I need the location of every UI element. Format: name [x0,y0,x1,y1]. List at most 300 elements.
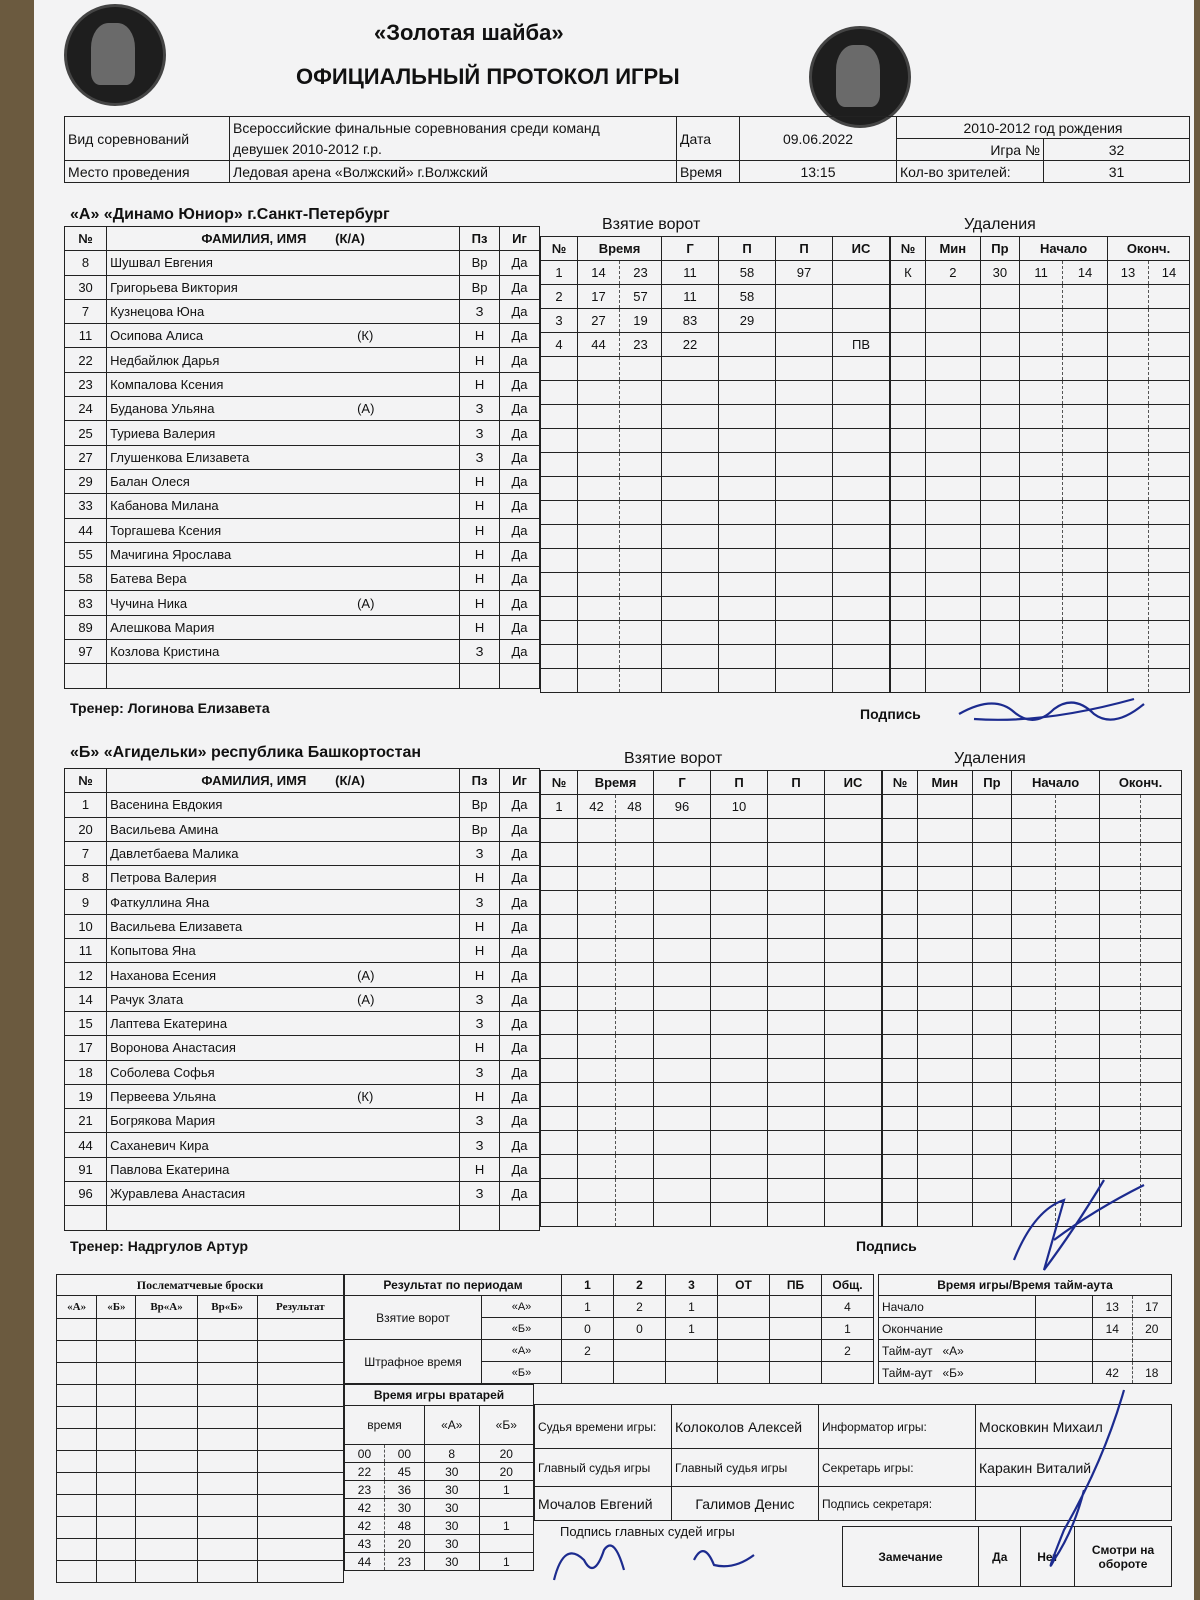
penalty-start-sec [1056,795,1100,819]
goal-assist-2 [768,1179,825,1203]
goal-assist-2 [776,357,833,381]
period-col: 1 [562,1275,614,1296]
player-position: Н [460,372,500,396]
goalie-time-min: 42 [345,1499,385,1517]
goal-assist-2 [768,1011,825,1035]
penalty-start-min [1012,1011,1056,1035]
penalty-minutes [917,1203,972,1227]
player-number: 20 [65,817,107,841]
goalie-row [345,1463,534,1481]
player-name-cell [107,890,460,914]
informer-label: Информатор игры: [819,1405,976,1449]
team-b-signature-label: Подпись [856,1238,917,1254]
goal-scorer [662,549,719,573]
goal-second [616,819,654,843]
game-time-sec: 17 [1132,1296,1172,1318]
player-played: Да [500,987,540,1011]
goal-number [541,1035,578,1059]
penalty-start-min [1012,1035,1056,1059]
player-name-cell [107,1036,460,1060]
penalty-row [883,1059,1182,1083]
player-played: Да [500,841,540,865]
date-label: Дата [677,117,740,161]
team-a-penalties-table [890,236,1190,693]
goal-scorer [654,1155,711,1179]
goal-second [620,549,662,573]
goalies-title: Время игры вратарей [345,1385,534,1406]
shootout-col: Вр«Б» [197,1296,257,1319]
spectators-value: 31 [1044,161,1190,183]
player-row [65,841,540,865]
goal-scorer [654,1107,711,1131]
period-col: 2 [614,1275,666,1296]
goal-row [541,891,882,915]
player-name-cell [107,591,460,615]
penalty-number [891,381,926,405]
penalty-start-sec [1063,309,1108,333]
goalie-time-table [344,1384,534,1571]
goalie-time-min: 42 [345,1517,385,1535]
penalty-row [883,963,1182,987]
goalie-a: 8 [424,1445,479,1463]
period-value [718,1318,770,1340]
penalty-minutes [925,501,980,525]
goalie-time-sec: 00 [384,1445,424,1463]
penalty-number [883,915,918,939]
player-row [65,1011,540,1035]
penalty-row [883,987,1182,1011]
penalty-number [883,1035,918,1059]
goal-second [616,915,654,939]
penalty-end-sec [1149,477,1190,501]
player-name: Васильева Амина [110,821,219,837]
penalty-row [883,1083,1182,1107]
goal-assist-1 [719,357,776,381]
goal-row [541,645,890,669]
player-row [65,567,540,591]
goal-assist-1 [711,1035,768,1059]
player-number: 15 [65,1011,107,1035]
penalty-start-min [1020,549,1063,573]
goal-assist-2 [768,867,825,891]
player-position: Вр [460,251,500,275]
goal-number [541,621,578,645]
competition-label: Вид соревнований [65,117,230,161]
game-time-label: Тайм-аут «А» [879,1340,1036,1362]
player-number: 44 [65,1133,107,1157]
penalty-start-sec [1056,891,1100,915]
player-played: Да [500,567,540,591]
player-played: Да [500,939,540,963]
goal-assist-1 [719,669,776,693]
player-position: Н [460,1157,500,1181]
penalty-player [972,1011,1011,1035]
goal-scorer [654,915,711,939]
penalty-minutes [917,819,972,843]
goal-assist-1 [719,549,776,573]
penalty-row [883,1035,1182,1059]
team-a-col-no: № [65,227,107,251]
penalty-row [891,405,1190,429]
goalie-b: 20 [479,1445,533,1463]
player-played: Да [500,421,540,445]
goalie-row [345,1445,534,1463]
penalty-start-min [1020,501,1063,525]
goal-assist-1 [711,1107,768,1131]
team-b-coach: Тренер: Надргулов Артур [70,1238,249,1254]
goal-second [620,429,662,453]
player-position: Н [460,324,500,348]
goal-situation [833,357,890,381]
penalty-start-sec [1063,621,1108,645]
goal-assist-2 [776,309,833,333]
player-position: Н [460,1084,500,1108]
goal-second: 57 [620,285,662,309]
team-a-goals-col-no: № [541,237,578,261]
goal-assist-1 [719,453,776,477]
period-col: 3 [666,1275,718,1296]
player-played: Да [500,251,540,275]
penalty-start-sec [1063,597,1108,621]
player-row [65,372,540,396]
player-played: Да [500,518,540,542]
game-time-spacer [1036,1340,1093,1362]
shootout-cell [257,1319,343,1341]
goal-assist-1 [711,867,768,891]
penalty-row [883,1131,1182,1155]
penalty-start-min [1020,621,1063,645]
time-label: Время [677,161,740,183]
team-a-goals-col-is: ИС [833,237,890,261]
goal-number [541,1011,578,1035]
period-value [718,1340,770,1362]
periods-title: Результат по периодам [345,1275,562,1296]
goal-minute [578,453,620,477]
goal-assist-2 [768,1059,825,1083]
shootout-cell [97,1495,136,1517]
time-value: 13:15 [740,161,897,183]
penalty-end-min [1100,1011,1141,1035]
date-value: 09.06.2022 [740,117,897,161]
goal-assist-2 [776,645,833,669]
shootout-cell [257,1429,343,1451]
penalty-end-min [1100,843,1141,867]
period-value [770,1296,822,1318]
player-name: Алешкова Мария [110,619,215,635]
goal-assist-2 [776,477,833,501]
informer-name: Московкин Михаил [976,1405,1172,1449]
goal-minute [578,357,620,381]
team-a-goals-col-p2: П [776,237,833,261]
goal-number [541,645,578,669]
penalty-end-sec [1141,987,1182,1011]
goal-second [620,381,662,405]
player-number: 9 [65,890,107,914]
player-number: 83 [65,591,107,615]
goal-second [616,843,654,867]
goal-scorer [662,645,719,669]
penalty-start-min [1012,795,1056,819]
goal-scorer: 11 [662,261,719,285]
penalty-start-min [1020,405,1063,429]
penalty-end-min [1108,405,1149,429]
goal-assist-1 [711,1083,768,1107]
team-b-goals-col-g: Г [654,771,711,795]
player-row [65,1157,540,1181]
penalty-number [891,621,926,645]
player-name-cell [107,1084,460,1108]
goal-scorer [654,939,711,963]
goal-scorer: 22 [662,333,719,357]
goal-number [541,525,578,549]
goalie-b: 1 [479,1481,533,1499]
goalie-time-min: 22 [345,1463,385,1481]
penalty-start-min: 11 [1020,261,1063,285]
secretary-signature-label: Подпись секретаря: [819,1487,976,1521]
penalty-player [980,549,1019,573]
head-ref-2-name: Галимов Денис [672,1487,819,1521]
goal-number [541,1107,578,1131]
player-position: З [460,1109,500,1133]
player-role: (К) [357,1089,374,1104]
goal-scorer [654,1203,711,1227]
document-subtitle: ОФИЦИАЛЬНЫЙ ПРОТОКОЛ ИГРЫ [296,64,680,89]
goalie-row [345,1553,534,1571]
penalty-start-sec [1063,405,1108,429]
penalty-end-sec [1149,429,1190,453]
shootout-cell [197,1517,257,1539]
player-number: 97 [65,640,107,664]
goal-assist-1: 10 [711,795,768,819]
penalty-row [891,261,1190,285]
goal-scorer [662,669,719,693]
penalty-player [980,501,1019,525]
player-number: 14 [65,987,107,1011]
player-position: Н [460,866,500,890]
penalty-row [891,549,1190,573]
shootout-cell [57,1429,97,1451]
player-played: Да [500,1109,540,1133]
player-number: 29 [65,469,107,493]
goalie-time-min: 44 [345,1553,385,1571]
goal-scorer [662,525,719,549]
player-position: Н [460,518,500,542]
shootout-cell [197,1319,257,1341]
shootout-cell [57,1495,97,1517]
team-a-goals-col-g: Г [662,237,719,261]
penalty-row [891,357,1190,381]
goal-number [541,501,578,525]
goal-scorer [662,621,719,645]
goal-situation [825,843,882,867]
penalty-end-sec [1141,1131,1182,1155]
penalty-number [891,333,926,357]
player-number: 55 [65,542,107,566]
goal-number [541,1179,578,1203]
goal-second [620,645,662,669]
shootout-cell [257,1341,343,1363]
penalty-end-sec [1149,621,1190,645]
shootout-cell [197,1451,257,1473]
penalty-end-min [1108,477,1149,501]
goal-second [620,357,662,381]
shootout-col: «Б» [97,1296,136,1319]
goal-minute [578,429,620,453]
player-position: З [460,397,500,421]
penalty-start-sec [1056,987,1100,1011]
player-number: 8 [65,251,107,275]
penalty-player [980,525,1019,549]
player-position: Н [460,591,500,615]
penalty-end-sec [1141,1011,1182,1035]
player-role: (А) [357,401,375,417]
player-row [65,914,540,938]
penalty-start-sec [1056,1011,1100,1035]
player-position: З [460,1011,500,1035]
player-number: 96 [65,1182,107,1206]
goal-assist-2 [768,1083,825,1107]
player-row [65,275,540,299]
goal-number [541,1083,578,1107]
penalty-minutes [917,1035,972,1059]
goal-situation [833,501,890,525]
penalty-number [891,525,926,549]
shootout-table [56,1274,344,1583]
goal-minute [578,381,620,405]
penalty-minutes [925,549,980,573]
player-name: Петрова Валерия [110,870,217,886]
player-number: 19 [65,1084,107,1108]
penalty-player [972,819,1011,843]
penalty-number [883,1059,918,1083]
team-a-goals-col-time: Время [578,237,662,261]
player-row [65,251,540,275]
penalty-row [891,573,1190,597]
penalty-start-min [1020,597,1063,621]
game-time-spacer [1036,1318,1093,1340]
period-col: ОТ [718,1275,770,1296]
competition-value: Всероссийские финальные соревнования среди команд [230,117,677,139]
penalty-row [883,867,1182,891]
goal-scorer: 83 [662,309,719,333]
goal-minute: 27 [578,309,620,333]
goal-number [541,405,578,429]
penalty-minutes [917,1059,972,1083]
shootout-cell [197,1495,257,1517]
goal-minute: 44 [578,333,620,357]
goal-second [616,1035,654,1059]
period-value [562,1362,614,1384]
goals-row-a [345,1296,874,1318]
player-role: (А) [357,967,375,983]
penalty-end-sec [1149,597,1190,621]
goalie-row [345,1481,534,1499]
penalty-minutes [925,285,980,309]
team-b-goals-col-is: ИС [825,771,882,795]
goal-minute [578,549,620,573]
remark-yes: Да [979,1527,1021,1587]
shootout-cell [257,1495,343,1517]
penalty-number: К [891,261,926,285]
goalie-b: 1 [479,1517,533,1535]
goal-minute [578,1035,616,1059]
goal-minute [578,1059,616,1083]
player-row [65,664,540,688]
goalie-time-min: 43 [345,1535,385,1553]
penalty-player [980,357,1019,381]
player-name-cell [107,275,460,299]
goal-minute [578,963,616,987]
goal-assist-2: 97 [776,261,833,285]
goalie-time-min: 00 [345,1445,385,1463]
shootout-cell [57,1561,97,1583]
goal-number: 2 [541,285,578,309]
penalty-end-min [1108,381,1149,405]
player-name: Фаткуллина Яна [110,894,210,910]
team-b-col-no: № [65,769,107,793]
team-a-pen-col-end: Оконч. [1108,237,1190,261]
goalie-b: 1 [479,1553,533,1571]
goal-number [541,669,578,693]
shootout-row [57,1495,344,1517]
goal-number [541,891,578,915]
player-name: Козлова Кристина [110,644,220,660]
game-time-spacer [1036,1296,1093,1318]
period-value: 1 [666,1318,718,1340]
penalty-row [883,843,1182,867]
penalty-start-sec [1063,381,1108,405]
goal-minute [578,843,616,867]
penalty-number [883,795,918,819]
league-seal-right-icon [809,26,911,128]
penalty-minutes [917,1011,972,1035]
penalty-minutes [917,915,972,939]
penalty-end-sec [1149,405,1190,429]
penalty-end-min [1100,867,1141,891]
player-number: 30 [65,275,107,299]
player-name-cell [107,1206,460,1230]
goalie-time-sec: 36 [384,1481,424,1499]
goal-row [541,429,890,453]
goal-row [541,1059,882,1083]
shootout-cell [136,1451,197,1473]
player-row [65,591,540,615]
goal-minute [578,525,620,549]
penalty-player [972,939,1011,963]
goal-minute: 42 [578,795,616,819]
period-value: 1 [562,1296,614,1318]
penalty-end-sec [1141,795,1182,819]
player-row [65,518,540,542]
game-time-row [879,1296,1172,1318]
goal-minute [578,987,616,1011]
player-name-cell [107,324,460,348]
penalty-row [891,477,1190,501]
period-col: Общ. [822,1275,874,1296]
period-value: 2 [614,1296,666,1318]
penalty-start-min [1020,381,1063,405]
goal-scorer [654,843,711,867]
goal-minute [578,597,620,621]
goalie-time-sec: 23 [384,1553,424,1571]
player-position: З [460,421,500,445]
penalty-end-min [1108,597,1149,621]
goal-scorer [654,1035,711,1059]
goal-number: 4 [541,333,578,357]
player-name: Компалова Ксения [110,376,224,392]
penalty-start-min [1020,477,1063,501]
penalty-start-sec [1063,645,1108,669]
